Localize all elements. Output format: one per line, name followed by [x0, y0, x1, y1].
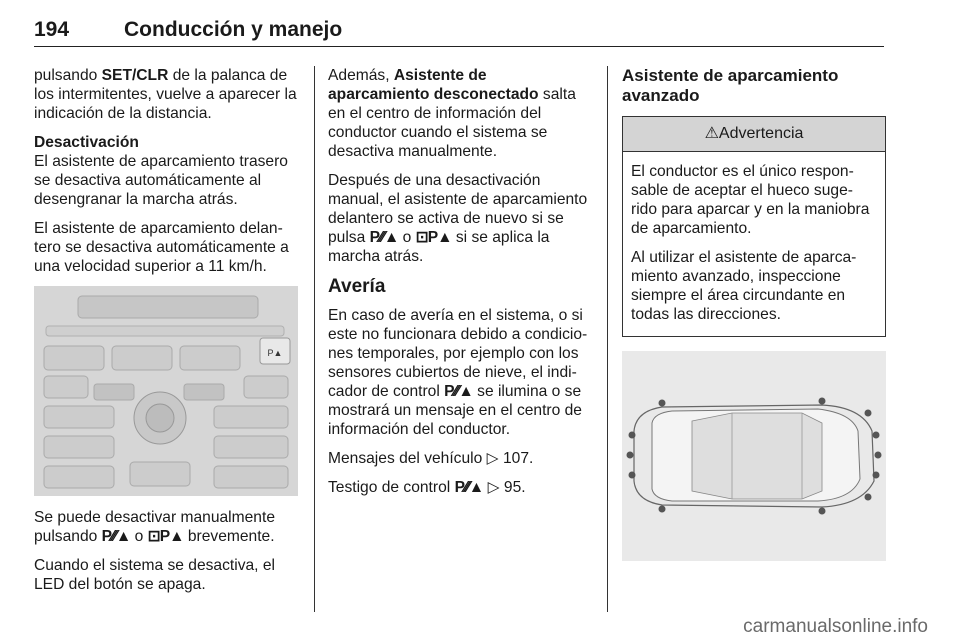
section-heading-advanced-parking: Asistente de aparcamiento avanzado	[622, 66, 839, 105]
warning-icon: ⚠	[704, 125, 719, 142]
park-assist-icon: ⊡P▲	[415, 229, 452, 246]
park-pilot-icon: P⁄⁄⁄▲	[101, 528, 131, 545]
page-number: 194	[34, 18, 70, 41]
arrow-ref-icon: ▷	[487, 479, 500, 496]
subheading-deactivation: Desactivación	[34, 134, 139, 151]
paragraph-3: El asistente de aparcamiento delan-tero se desactiva automáticamente a una velocidad superior a 11 km/h.	[34, 220, 289, 275]
vehicle-messages-ref: Mensajes del vehículo ▷ 107.	[328, 450, 534, 467]
column-3	[622, 66, 886, 561]
set-clr-label: SET/CLR	[101, 67, 169, 84]
svg-text:P▲: P▲	[267, 348, 283, 358]
park-pilot-icon: P⁄⁄⁄▲	[444, 383, 473, 400]
warning-title: Advertencia	[718, 125, 804, 142]
warning-paragraph-2: Al utilizar el asistente de aparca-miento avanzado, inspeccione siempre el área circundante en todas las direcciones.	[631, 249, 857, 323]
warning-box	[622, 116, 886, 337]
paragraph-2: El asistente de aparcamiento trasero se desactiva automáticamente al desengranar la marcha atrás.	[34, 153, 288, 208]
warning-paragraph-1: El conductor es el único respon-sable de aceptar el hueco suge-rido para aparcar y en la maniobra de aparcamiento.	[631, 163, 870, 237]
console-photo	[34, 286, 298, 496]
ref-link[interactable]: 107.	[502, 450, 534, 467]
paragraph-6: Además, Asistente de aparcamiento desconectado salta en el centro de información del conductor cuando el sistema se desactiva manualmente.	[328, 67, 576, 160]
watermark: carmanualsonline.info	[743, 616, 928, 637]
column-2	[328, 66, 592, 507]
arrow-ref-icon: ▷	[486, 450, 499, 467]
ref-link[interactable]: 95.	[503, 479, 526, 496]
paragraph-7: Después de una desactivación manual, el asistente de aparcamiento delantero se activa de nuevo si se pulsa P⁄⁄⁄▲ o ⊡P▲ si se aplica la marcha atrás.	[328, 172, 588, 265]
warning-header	[623, 117, 885, 152]
column-divider-2	[607, 66, 608, 612]
section-fault: Avería	[328, 276, 386, 297]
paragraph-1: pulsando SET/CLR de la palanca de los intermitentes, vuelve a aparecer la indicación de la distancia.	[34, 67, 297, 122]
paragraph-8: En caso de avería en el sistema, o si este no funcionara debido a condicio-nes temporales, por ejemplo con los sensores cubiertos de nieve, el indi-cador de control P⁄⁄⁄▲ se ilumina o se mostrará un mensaje en el centro de información del conductor.	[328, 307, 588, 438]
control-indicator-ref: Testigo de control P⁄⁄⁄▲ ▷ 95.	[328, 479, 526, 496]
column-divider-1	[314, 66, 315, 612]
column-1	[34, 66, 300, 604]
car-sensor-diagram	[622, 351, 886, 561]
message-label: Asistente de aparcamiento desconectado	[328, 67, 539, 103]
park-assist-icon: ⊡P▲	[147, 528, 184, 545]
chapter-title: Conducción y manejo	[124, 18, 343, 41]
warning-body	[623, 152, 885, 336]
page-header	[34, 10, 884, 47]
park-pilot-icon: P⁄⁄⁄▲	[369, 229, 399, 246]
paragraph-4: Se puede desactivar manualmente pulsando P⁄⁄⁄▲ o ⊡P▲ brevemente.	[34, 509, 275, 545]
paragraph-5: Cuando el sistema se desactiva, el LED del botón se apaga.	[34, 557, 275, 593]
park-pilot-icon: P⁄⁄⁄▲	[454, 479, 484, 496]
